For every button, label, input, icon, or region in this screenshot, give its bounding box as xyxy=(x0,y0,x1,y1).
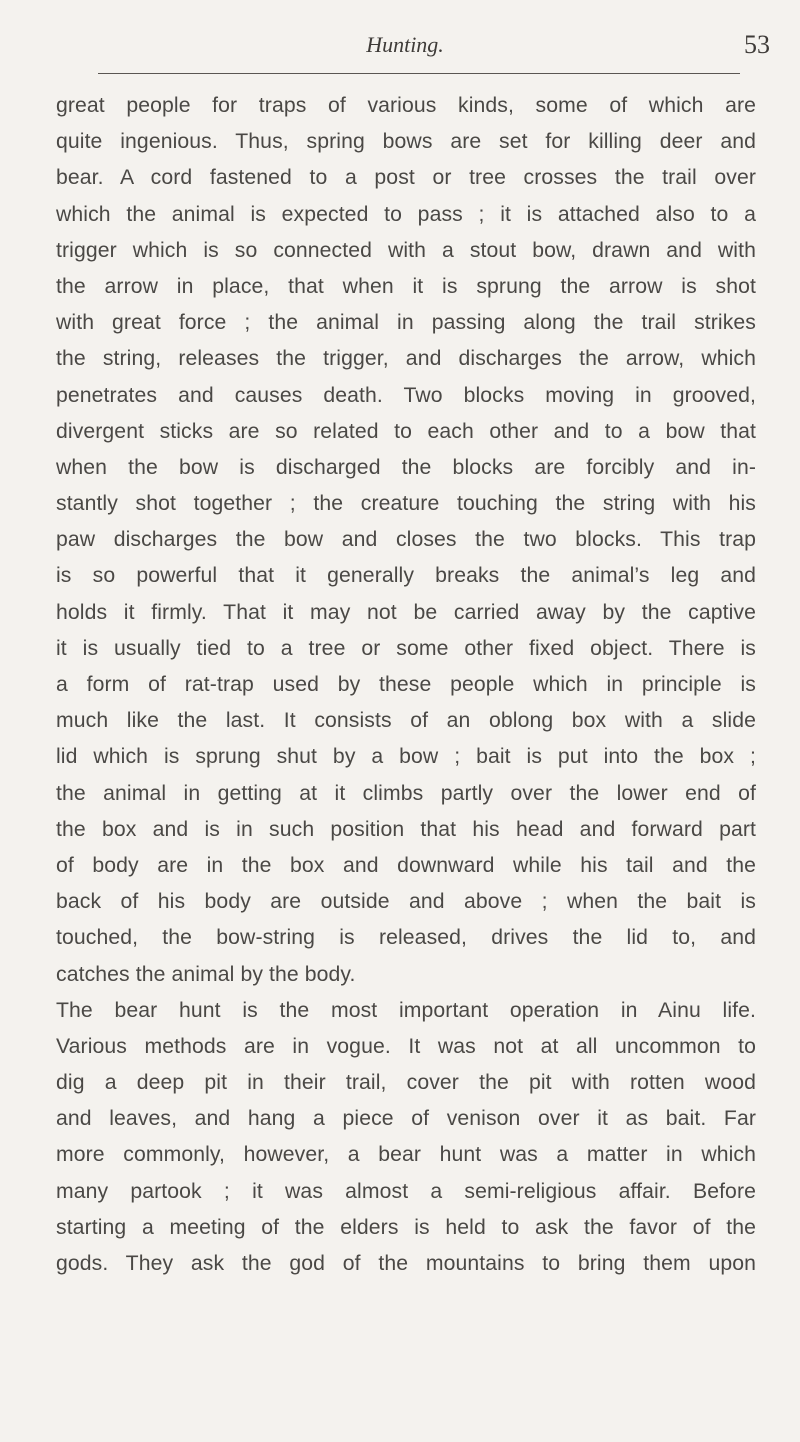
text-line: penetrates and causes death. Two blocks moving in grooved, xyxy=(56,383,756,407)
text-line: paw discharges the bow and closes the two blocks. This trap xyxy=(56,528,756,552)
header-rule xyxy=(98,73,740,74)
body-text xyxy=(56,88,756,1282)
text-line: divergent sticks are so related to each other and to a bow that xyxy=(56,419,756,443)
text-line: and leaves, and hang a piece of venison over it as bait. Far xyxy=(56,1107,756,1131)
text-line: stantly shot together ; the creature touching the string with his xyxy=(56,492,756,516)
text-line: holds it firmly. That it may not be carried away by the captive xyxy=(56,600,756,624)
running-head xyxy=(40,30,770,70)
text-line: back of his body are outside and above ; when the bait is xyxy=(56,890,756,914)
text-line: Various methods are in vogue. It was not at all uncommon to xyxy=(56,1034,756,1058)
text-line: quite ingenious. Thus, spring bows are set for killing deer and xyxy=(56,130,756,154)
running-title: Hunting. xyxy=(366,32,444,57)
text-line: many partook ; it was almost a semi-religious affair. Before xyxy=(56,1179,756,1203)
text-line: the arrow in place, that when it is sprung the arrow is shot xyxy=(56,274,756,298)
text-line: more commonly, however, a bear hunt was a matter in which xyxy=(56,1143,756,1167)
page-number: 53 xyxy=(744,30,770,59)
text-line: it is usually tied to a tree or some other fixed object. There is xyxy=(56,636,756,660)
text-line: much like the last. It consists of an oblong box with a slide xyxy=(56,709,756,733)
text-line: touched, the bow-string is released, drives the lid to, and xyxy=(56,926,756,950)
text-line: which the animal is expected to pass ; it is attached also to a xyxy=(56,202,756,226)
text-line: the string, releases the trigger, and discharges the arrow, which xyxy=(56,347,756,371)
text-line: lid which is sprung shut by a bow ; bait is put into the box ; xyxy=(56,745,756,769)
text-line: gods. They ask the god of the mountains to bring them upon xyxy=(56,1252,756,1275)
text-line: The bear hunt is the most important operation in Ainu life. xyxy=(56,998,756,1022)
paragraph xyxy=(56,88,756,993)
text-line: of body are in the box and downward while his tail and the xyxy=(56,853,756,877)
text-line: a form of rat-trap used by these people which in principle is xyxy=(56,673,756,696)
text-line: the animal in getting at it climbs partly over the lower end of xyxy=(56,781,756,805)
text-line: is so powerful that it generally breaks the animal’s leg and xyxy=(56,564,756,588)
text-line: starting a meeting of the elders is held to ask the favor of the xyxy=(56,1215,756,1239)
text-line: the box and is in such position that his head and forward part xyxy=(56,817,756,841)
text-line: great people for traps of various kinds, some of which are xyxy=(56,94,756,117)
text-line: catches the animal by the body. xyxy=(56,962,356,986)
paragraph xyxy=(56,993,756,1283)
text-line: dig a deep pit in their trail, cover the pit with rotten wood xyxy=(56,1071,756,1095)
text-line: bear. A cord fastened to a post or tree crosses the trail over xyxy=(56,166,756,190)
text-line: when the bow is discharged the blocks are forcibly and in- xyxy=(56,455,756,479)
text-line: with great force ; the animal in passing along the trail strikes xyxy=(56,311,756,335)
text-line: trigger which is so connected with a stout bow, drawn and with xyxy=(56,238,756,262)
